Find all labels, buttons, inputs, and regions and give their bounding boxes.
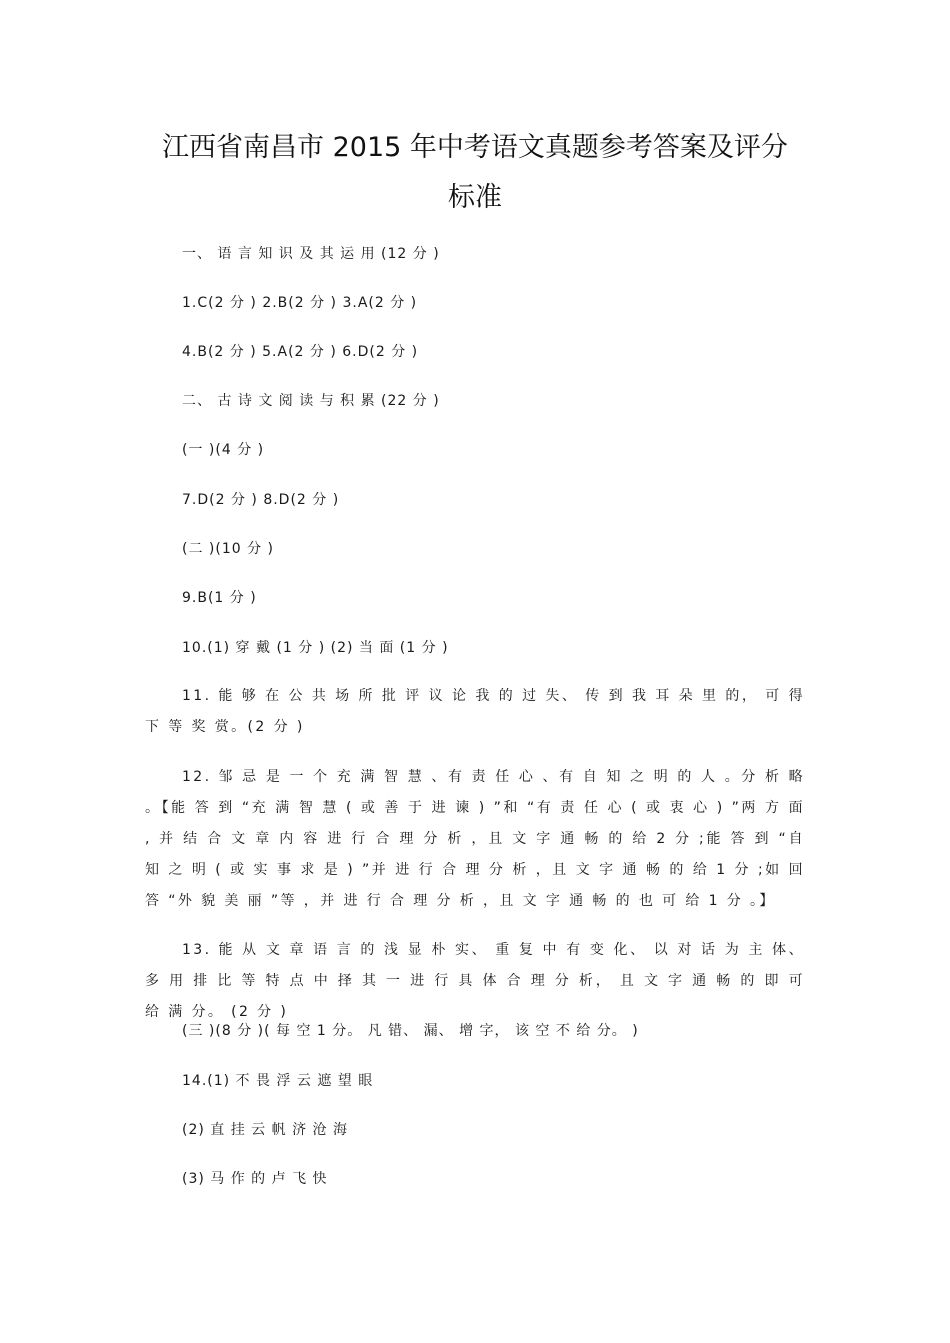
answer-line-7-8: 7.D(2 分 ) 8.D(2 分 ) [182, 492, 340, 508]
answer-paragraph-13: 13. 能 从 文 章 语 言 的 浅 显 朴 实、 重 复 中 有 变 化、 以 对 话 为 主 体、 多 用 排 比 等 特 点 中 择 其 一 进 行 具 体 合 理 分 析， 且 文 字 通 畅 的 即 可 给 满 分。 (2 分 ) [145, 942, 805, 1020]
document-title-line-2: 标准 [448, 182, 502, 213]
answer-line-4-6: 4.B(2 分 ) 5.A(2 分 ) 6.D(2 分 ) [182, 344, 419, 360]
answer-line-14-3: (3) 马 作 的 卢 飞 快 [182, 1171, 328, 1187]
section-heading-1: 一、 语 言 知 识 及 其 运 用 (12 分 ) [182, 246, 440, 262]
document-title-line-1: 江西省南昌市 2015 年中考语文真题参考答案及评分 [162, 132, 788, 163]
subsection-heading-1: (一 )(4 分 ) [182, 442, 265, 458]
answer-line-9: 9.B(1 分 ) [182, 590, 257, 606]
answer-line-14-1: 14.(1) 不 畏 浮 云 遮 望 眼 [182, 1073, 374, 1089]
answer-paragraph-12: 12. 邹 忌 是 一 个 充 满 智 慧 、有 责 任 心 、有 自 知 之 明 的 人 。分 析 略 。【能 答 到 “充 满 智 慧 ( 或 善 于 进 谏 ) ”和 “有 责 任 心 ( 或 衷 心 ) ”两 方 面 , 并 结 合 文 章 内 容 进 行 合 理 分 析 ，且 文 字 通 畅 的 给 2 分 ;能 答 到 “自 知 之 明 ( 或 实 事 求 是 ) ”并 进 行 合 理 分 析 ，且 文 字 通 畅 的 给 1 分 ;如 回 答 “外 貌 美 丽 ”等 ，并 进 行 合 理 分 析 ，且 文 字 通 畅 的 也 可 给 1 分 。】 [145, 769, 805, 909]
answer-line-14-2: (2) 直 挂 云 帆 济 沧 海 [182, 1122, 348, 1138]
subsection-heading-2: (二 )(10 分 ) [182, 541, 275, 557]
answer-line-1-3: 1.C(2 分 ) 2.B(2 分 ) 3.A(2 分 ) [182, 295, 418, 311]
section-heading-2: 二、 古 诗 文 阅 读 与 积 累 (22 分 ) [182, 393, 440, 409]
subsection-heading-3: (三 )(8 分 )( 每 空 1 分。 凡 错、 漏、 增 字， 该 空 不 给 分。 ) [182, 1023, 639, 1039]
answer-line-10: 10.(1) 穿 戴 (1 分 ) (2) 当 面 (1 分 ) [182, 640, 449, 656]
answer-paragraph-11: 11. 能 够 在 公 共 场 所 批 评 议 论 我 的 过 失、 传 到 我 耳 朵 里 的， 可 得 下 等 奖 赏。(2 分 ) [145, 688, 805, 735]
